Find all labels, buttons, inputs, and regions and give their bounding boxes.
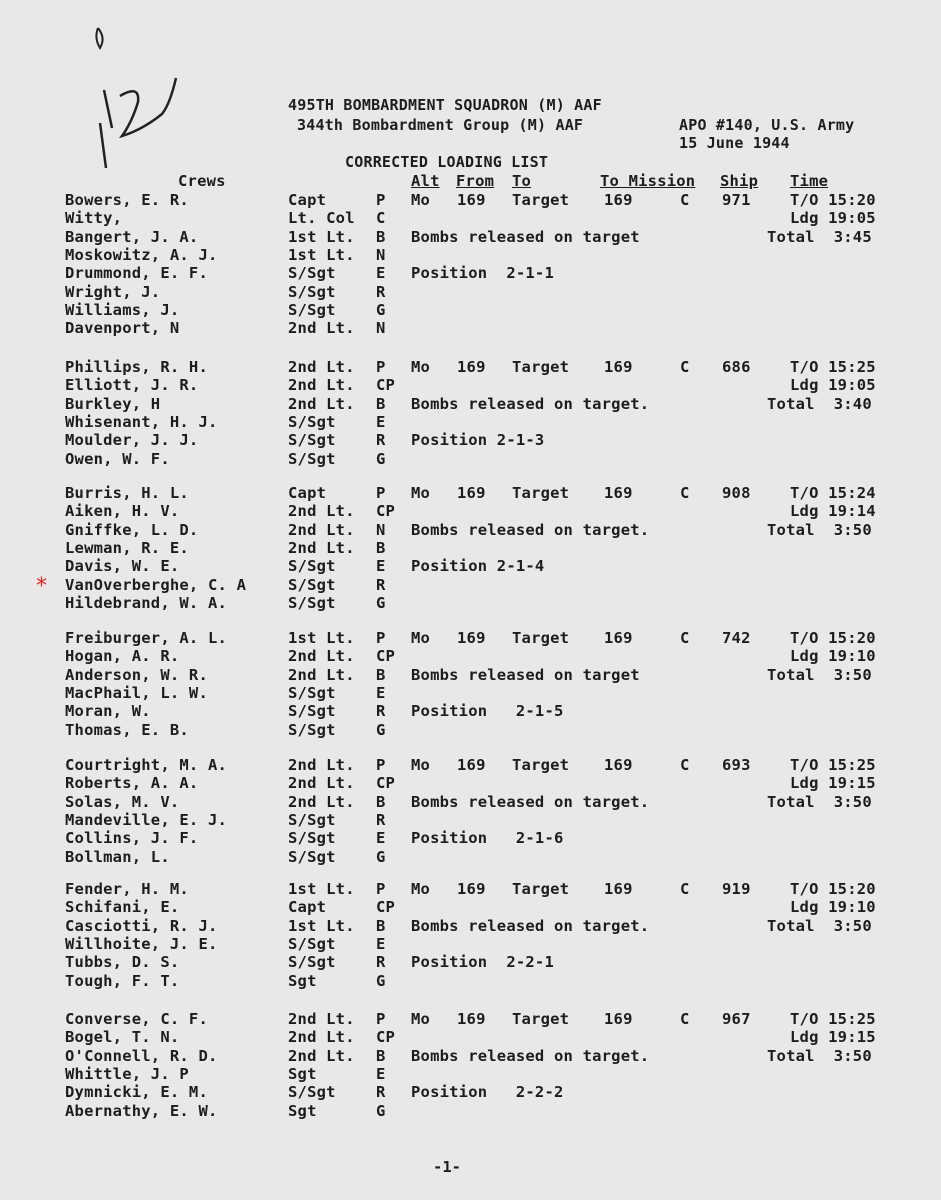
total-time: Total 3:45 <box>767 227 872 246</box>
crew-member-name: Elliott, J. R. <box>65 376 199 395</box>
total-time: Total 3:40 <box>767 394 872 413</box>
crew-member-name: Gniffke, L. D. <box>65 520 199 539</box>
total-time: Total 3:50 <box>767 520 872 539</box>
mission-to-mission: 169 <box>604 191 633 209</box>
crew-member-rank: S/Sgt <box>288 829 336 848</box>
crew-member-position: B <box>376 916 386 935</box>
landing-time: Ldg 19:05 <box>790 209 876 228</box>
crew-member-rank: S/Sgt <box>288 412 336 431</box>
total-time: Total 3:50 <box>767 916 872 935</box>
crew-member-position: P <box>376 1010 386 1028</box>
landing-time: Ldg 19:05 <box>790 376 876 395</box>
mission-result: Bombs released on target. <box>411 520 650 539</box>
mission-from: 169 <box>457 756 486 774</box>
crew-member-position: G <box>376 971 386 990</box>
takeoff-time: T/O 15:20 <box>790 629 876 647</box>
document-title: CORRECTED LOADING LIST <box>345 153 549 171</box>
mission-result: Bombs released on target. <box>411 916 650 935</box>
mission-to-mission: 169 <box>604 880 633 898</box>
crew-member-position: G <box>376 1101 386 1120</box>
total-time: Total 3:50 <box>767 665 872 684</box>
takeoff-time: T/O 15:25 <box>790 756 876 774</box>
crew-member-rank: 2nd Lt. <box>288 319 355 338</box>
mission-alt: Mo <box>411 484 431 502</box>
crew-member-rank: 2nd Lt. <box>288 665 355 684</box>
crew-member-name: Tubbs, D. S. <box>65 953 180 972</box>
crew-member-rank: 1st Lt. <box>288 245 355 264</box>
crew-member-rank: 2nd Lt. <box>288 1046 355 1065</box>
crew-member-position: E <box>376 829 386 848</box>
column-crews: Crews <box>178 172 226 190</box>
crew-member-position: B <box>376 394 386 413</box>
crew-member-position: N <box>376 245 386 264</box>
crew-member-rank: 2nd Lt. <box>288 1028 355 1047</box>
crew-member-position: G <box>376 593 386 612</box>
takeoff-time: T/O 15:20 <box>790 880 876 898</box>
crew-member-name: Bollman, L. <box>65 847 170 866</box>
mission-to-mission: 169 <box>604 629 633 647</box>
crew-member-position: R <box>376 282 386 301</box>
crew-member-rank: Capt <box>288 898 327 917</box>
total-time: Total 3:50 <box>767 1046 872 1065</box>
crew-member-name: VanOverberghe, C. A <box>65 575 247 594</box>
crew-member-position: B <box>376 227 386 246</box>
column-to: To <box>512 172 532 190</box>
mission-ship: 908 <box>722 484 751 502</box>
crew-member-name: Witty, <box>65 209 123 228</box>
crew-member-position: R <box>376 1083 386 1102</box>
mission-from: 169 <box>457 629 486 647</box>
column-ship: Ship <box>720 172 759 190</box>
crew-member-rank: Sgt <box>288 1064 317 1083</box>
crew-member-rank: S/Sgt <box>288 300 336 319</box>
crew-member-rank: S/Sgt <box>288 953 336 972</box>
header-group: 344th Bombardment Group (M) AAF <box>297 116 584 134</box>
crew-member-name: Anderson, W. R. <box>65 665 208 684</box>
crew-member-rank: S/Sgt <box>288 720 336 739</box>
crew-member-name: Solas, M. V. <box>65 792 180 811</box>
crew-member-position: G <box>376 720 386 739</box>
crew-member-position: CP <box>376 898 396 917</box>
crew-member-position: N <box>376 520 386 539</box>
crew-member-name: Burris, H. L. <box>65 484 189 502</box>
crew-member-rank: 2nd Lt. <box>288 647 355 666</box>
crew-member-name: Moskowitz, A. J. <box>65 245 218 264</box>
formation-position: Position 2-1-6 <box>411 829 564 848</box>
crew-member-name: Davenport, N <box>65 319 180 338</box>
crew-member-rank: Capt <box>288 484 327 502</box>
takeoff-time: T/O 15:20 <box>790 191 876 209</box>
mission-to: Target <box>512 1010 570 1028</box>
mission-ship: 919 <box>722 880 751 898</box>
crew-member-rank: 2nd Lt. <box>288 502 355 521</box>
crew-member-name: Hildebrand, W. A. <box>65 593 228 612</box>
crew-member-rank: S/Sgt <box>288 282 336 301</box>
column-alt: Alt <box>411 172 440 190</box>
mission-to: Target <box>512 484 570 502</box>
takeoff-time: T/O 15:25 <box>790 358 876 376</box>
crew-member-rank: 2nd Lt. <box>288 538 355 557</box>
mission-to-mission: 169 <box>604 756 633 774</box>
mission-ship: 967 <box>722 1010 751 1028</box>
crew-member-rank: S/Sgt <box>288 702 336 721</box>
mission-to-mission: 169 <box>604 1010 633 1028</box>
formation-position: Position 2-2-1 <box>411 953 554 972</box>
mission-alt: Mo <box>411 358 431 376</box>
crew-member-name: Bangert, J. A. <box>65 227 199 246</box>
crew-member-position: R <box>376 702 386 721</box>
crew-member-name: Willhoite, J. E. <box>65 934 218 953</box>
crew-member-position: R <box>376 431 386 450</box>
formation-position: Position 2-1-5 <box>411 702 564 721</box>
mission-class: C <box>680 484 690 502</box>
mission-from: 169 <box>457 191 486 209</box>
mission-to: Target <box>512 629 570 647</box>
crew-member-rank: Capt <box>288 191 327 209</box>
crew-member-name: Drummond, E. F. <box>65 264 208 283</box>
crew-member-position: B <box>376 538 386 557</box>
crew-member-position: C <box>376 209 386 228</box>
crew-member-rank: S/Sgt <box>288 264 336 283</box>
total-time: Total 3:50 <box>767 792 872 811</box>
asterisk-icon: * <box>36 574 47 599</box>
crew-member-rank: Sgt <box>288 1101 317 1120</box>
formation-position: Position 2-1-3 <box>411 431 545 450</box>
crew-member-rank: 1st Lt. <box>288 880 355 898</box>
crew-member-position: CP <box>376 376 396 395</box>
crew-member-name: Roberts, A. A. <box>65 774 199 793</box>
crew-member-name: Bowers, E. R. <box>65 191 189 209</box>
mission-ship: 693 <box>722 756 751 774</box>
crew-member-name: Fender, H. M. <box>65 880 189 898</box>
landing-time: Ldg 19:15 <box>790 774 876 793</box>
crew-member-position: E <box>376 557 386 576</box>
crew-member-name: Schifani, E. <box>65 898 180 917</box>
crew-member-position: E <box>376 683 386 702</box>
crew-member-rank: S/Sgt <box>288 557 336 576</box>
mission-result: Bombs released on target <box>411 227 640 246</box>
formation-position: Position 2-1-1 <box>411 264 554 283</box>
crew-member-name: Courtright, M. A. <box>65 756 228 774</box>
takeoff-time: T/O 15:24 <box>790 484 876 502</box>
mission-class: C <box>680 1010 690 1028</box>
mission-alt: Mo <box>411 629 431 647</box>
crew-member-name: Davis, W. E. <box>65 557 180 576</box>
mission-from: 169 <box>457 484 486 502</box>
mission-to: Target <box>512 880 570 898</box>
crew-member-name: Dymnicki, E. M. <box>65 1083 208 1102</box>
crew-member-name: Lewman, R. E. <box>65 538 189 557</box>
mission-class: C <box>680 191 690 209</box>
mission-to-mission: 169 <box>604 484 633 502</box>
crew-member-rank: 2nd Lt. <box>288 376 355 395</box>
crew-member-position: P <box>376 484 386 502</box>
formation-position: Position 2-1-4 <box>411 557 545 576</box>
crew-member-position: E <box>376 1064 386 1083</box>
crew-member-name: Mandeville, E. J. <box>65 810 228 829</box>
mission-alt: Mo <box>411 756 431 774</box>
column-from: From <box>456 172 495 190</box>
crew-member-name: MacPhail, L. W. <box>65 683 208 702</box>
crew-member-name: Thomas, E. B. <box>65 720 189 739</box>
crew-member-rank: 2nd Lt. <box>288 358 355 376</box>
mission-class: C <box>680 880 690 898</box>
crew-member-name: Aiken, H. V. <box>65 502 180 521</box>
crew-member-position: R <box>376 810 386 829</box>
crew-member-position: CP <box>376 647 396 666</box>
crew-member-position: G <box>376 847 386 866</box>
crew-member-position: P <box>376 191 386 209</box>
landing-time: Ldg 19:15 <box>790 1028 876 1047</box>
crew-member-name: Freiburger, A. L. <box>65 629 228 647</box>
crew-member-position: B <box>376 665 386 684</box>
crew-member-rank: S/Sgt <box>288 847 336 866</box>
crew-member-name: Wright, J. <box>65 282 161 301</box>
crew-member-name: Owen, W. F. <box>65 449 170 468</box>
crew-member-position: CP <box>376 1028 396 1047</box>
crew-member-rank: Sgt <box>288 971 317 990</box>
crew-member-name: Williams, J. <box>65 300 180 319</box>
crew-member-name: Bogel, T. N. <box>65 1028 180 1047</box>
crew-member-position: B <box>376 792 386 811</box>
mission-to-mission: 169 <box>604 358 633 376</box>
crew-member-position: CP <box>376 774 396 793</box>
crew-member-rank: S/Sgt <box>288 593 336 612</box>
mission-to: Target <box>512 358 570 376</box>
header-apo: APO #140, U.S. Army <box>679 116 855 134</box>
crew-member-position: G <box>376 449 386 468</box>
crew-member-rank: 1st Lt. <box>288 629 355 647</box>
formation-position: Position 2-2-2 <box>411 1083 564 1102</box>
crew-member-rank: 2nd Lt. <box>288 756 355 774</box>
mission-ship: 686 <box>722 358 751 376</box>
mission-result: Bombs released on target. <box>411 394 650 413</box>
crew-member-position: N <box>376 319 386 338</box>
crew-member-rank: S/Sgt <box>288 934 336 953</box>
header-squadron: 495TH BOMBARDMENT SQUADRON (M) AAF <box>288 96 602 114</box>
crew-member-rank: S/Sgt <box>288 449 336 468</box>
crew-member-rank: Lt. Col <box>288 209 355 228</box>
takeoff-time: T/O 15:25 <box>790 1010 876 1028</box>
crew-member-position: P <box>376 629 386 647</box>
crew-member-name: Moran, W. <box>65 702 151 721</box>
crew-member-name: Converse, C. F. <box>65 1010 208 1028</box>
crew-member-position: R <box>376 953 386 972</box>
crew-member-name: Abernathy, E. W. <box>65 1101 218 1120</box>
crew-member-position: P <box>376 358 386 376</box>
crew-member-name: Phillips, R. H. <box>65 358 208 376</box>
crew-member-position: E <box>376 934 386 953</box>
page-number: -1- <box>433 1158 461 1176</box>
mission-class: C <box>680 756 690 774</box>
mission-result: Bombs released on target. <box>411 1046 650 1065</box>
crew-member-position: E <box>376 412 386 431</box>
crew-member-name: Moulder, J. J. <box>65 431 199 450</box>
mission-ship: 971 <box>722 191 751 209</box>
mission-from: 169 <box>457 880 486 898</box>
handwritten-mark-icon <box>92 18 192 168</box>
crew-member-rank: 2nd Lt. <box>288 520 355 539</box>
crew-member-rank: 2nd Lt. <box>288 792 355 811</box>
mission-alt: Mo <box>411 1010 431 1028</box>
mission-alt: Mo <box>411 880 431 898</box>
crew-member-rank: S/Sgt <box>288 1083 336 1102</box>
column-time: Time <box>790 172 829 190</box>
mission-from: 169 <box>457 1010 486 1028</box>
crew-member-name: O'Connell, R. D. <box>65 1046 218 1065</box>
mission-alt: Mo <box>411 191 431 209</box>
crew-member-rank: S/Sgt <box>288 683 336 702</box>
crew-member-position: CP <box>376 502 396 521</box>
mission-result: Bombs released on target <box>411 665 640 684</box>
landing-time: Ldg 19:10 <box>790 898 876 917</box>
crew-member-rank: S/Sgt <box>288 431 336 450</box>
mission-class: C <box>680 358 690 376</box>
crew-member-name: Collins, J. F. <box>65 829 199 848</box>
crew-member-position: G <box>376 300 386 319</box>
crew-member-rank: 2nd Lt. <box>288 1010 355 1028</box>
header-date: 15 June 1944 <box>679 134 790 152</box>
crew-member-rank: 1st Lt. <box>288 227 355 246</box>
crew-member-position: R <box>376 575 386 594</box>
crew-member-rank: S/Sgt <box>288 810 336 829</box>
landing-time: Ldg 19:14 <box>790 502 876 521</box>
crew-member-name: Whittle, J. P <box>65 1064 189 1083</box>
mission-result: Bombs released on target. <box>411 792 650 811</box>
crew-member-rank: 2nd Lt. <box>288 774 355 793</box>
mission-class: C <box>680 629 690 647</box>
mission-ship: 742 <box>722 629 751 647</box>
column-to-mission: To Mission <box>600 172 696 190</box>
crew-member-name: Hogan, A. R. <box>65 647 180 666</box>
crew-member-name: Whisenant, H. J. <box>65 412 218 431</box>
crew-member-position: E <box>376 264 386 283</box>
crew-member-name: Burkley, H <box>65 394 161 413</box>
landing-time: Ldg 19:10 <box>790 647 876 666</box>
crew-member-position: P <box>376 756 386 774</box>
crew-member-name: Casciotti, R. J. <box>65 916 218 935</box>
crew-member-rank: S/Sgt <box>288 575 336 594</box>
crew-member-rank: 2nd Lt. <box>288 394 355 413</box>
mission-from: 169 <box>457 358 486 376</box>
mission-to: Target <box>512 191 570 209</box>
mission-to: Target <box>512 756 570 774</box>
crew-member-position: B <box>376 1046 386 1065</box>
crew-member-position: P <box>376 880 386 898</box>
crew-member-name: Tough, F. T. <box>65 971 180 990</box>
crew-member-rank: 1st Lt. <box>288 916 355 935</box>
